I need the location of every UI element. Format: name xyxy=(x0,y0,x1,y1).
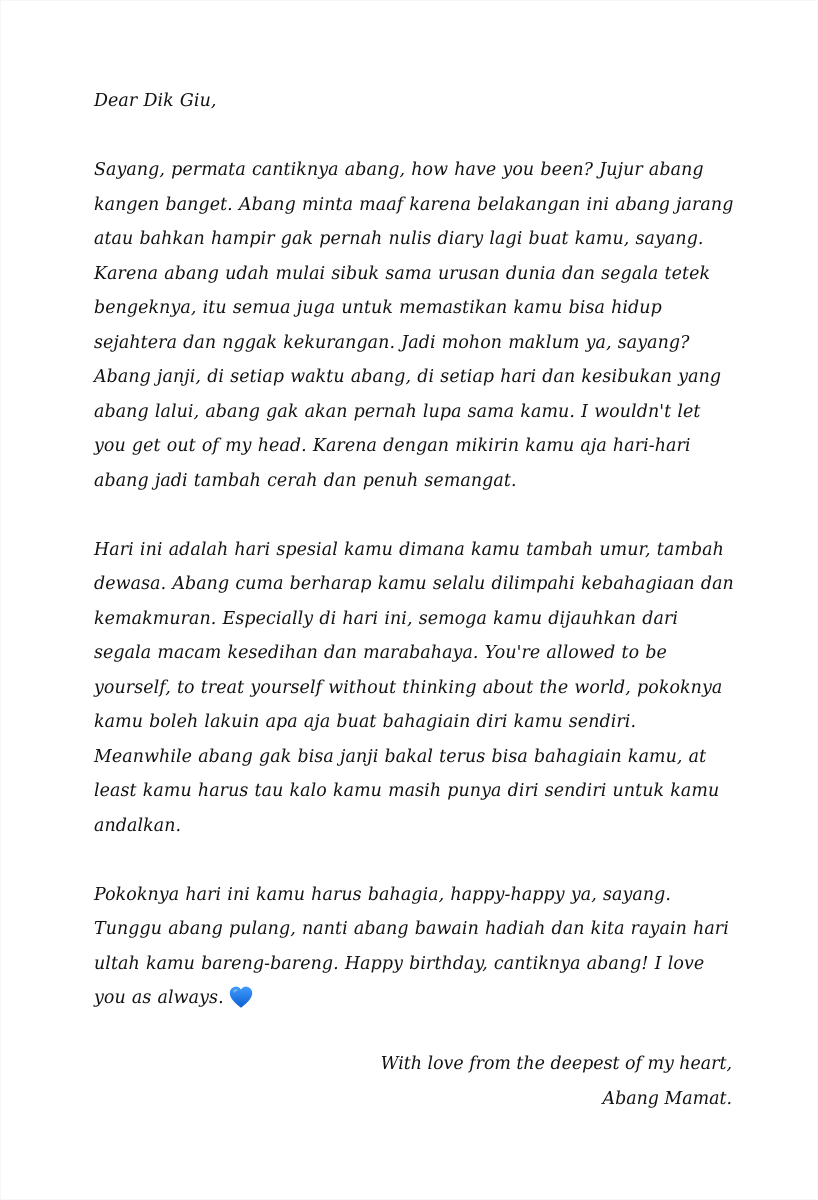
paragraph-3 xyxy=(94,878,734,1016)
salutation: Dear Dik Giu, xyxy=(94,91,217,111)
signature-closing: With love from the deepest of my heart, xyxy=(380,1054,732,1074)
paragraph-1: Sayang, permata cantiknya abang, how have you been? Jujur abang kangen banget. Abang minta maaf karena belakangan ini abang jarang atau bahkan hampir gak pernah nulis diary lagi buat kamu, sayang. Karena abang udah mulai sibuk sama urusan dunia dan segala tetek bengeknya, itu semua juga untuk memastikan kamu bisa hidup sejahtera dan nggak kekurangan. Jadi mohon maklum ya, sayang? Abang janji, di setiap waktu abang, di setiap hari dan kesibukan yang abang lalui, abang gak akan pernah lupa sama kamu. I wouldn't let you get out of my head. Karena dengan mikirin kamu aja hari-hari abang jadi tambah cerah dan penuh semangat. xyxy=(94,160,734,491)
letter-body xyxy=(94,84,734,1050)
signature-block xyxy=(381,1047,732,1116)
heart-shape xyxy=(230,987,252,1008)
paragraph-3-text: Pokoknya hari ini kamu harus bahagia, happy-happy ya, sayang. Tunggu abang pulang, nanti abang bawain hadiah dan kita rayain hari ultah kamu bareng-bareng. Happy birthday, cantiknya abang! I love you as always. xyxy=(94,884,729,1008)
signature-name: Abang Mamat. xyxy=(602,1088,732,1109)
blue-heart-icon xyxy=(228,985,254,1009)
paragraph-2: Hari ini adalah hari spesial kamu dimana kamu tambah umur, tambah dewasa. Abang cuma berharap kamu selalu dilimpahi kebahagiaan dan kemakmuran. Especially di hari ini, semoga kamu dijauhkan dari segala macam kesedihan dan marabahaya. You're allowed to be yourself, to treat yourself without thinking about the world, pokoknya kamu boleh lakuin apa aja buat bahagiain diri kamu sendiri. Meanwhile abang gak bisa janji bakal terus bisa bahagiain kamu, at least kamu harus tau kalo kamu masih punya diri sendiri untuk kamu andalkan. xyxy=(94,539,734,836)
